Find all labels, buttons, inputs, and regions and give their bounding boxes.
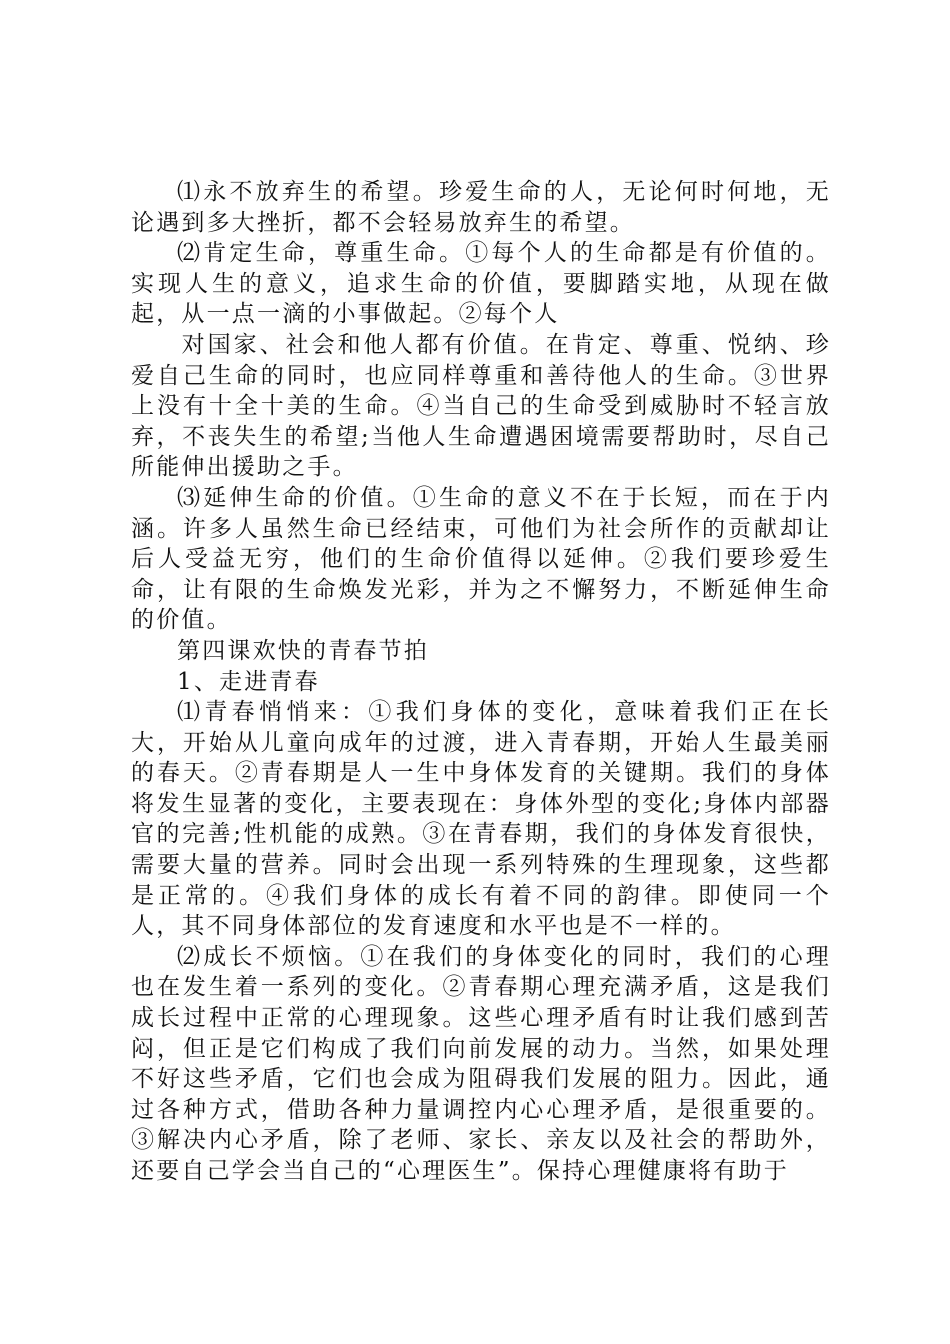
paragraph-youth-arrives: ⑴青春悄悄来：①我们身体的变化，意味着我们正在长大，开始从儿童向成年的过渡，进入青春期，开始人生最美丽的春天。②青春期是人一生中身体发育的关键期。我们的身体将发生显著的变化，主要表现在：身体外型的变化;身体内部器官的完善;性机能的成熟。③在青春期，我们的身体发育很快，需要大量的营养。同时会出现一系列特殊的生理现象，这些都是正常的。④我们身体的成长有着不同的韵律。即使同一个人，其不同身体部位的发育速度和水平也是不一样的。 <box>131 699 831 940</box>
paragraph-extend-life-value: ⑶延伸生命的价值。①生命的意义不在于长短，而在于内涵。许多人虽然生命已经结束，可他们为社会所作的贡献却让后人受益无穷，他们的生命价值得以延伸。②我们要珍爱生命，让有限的生命焕发光彩，并为之不懈努力，不断延伸生命的价值。 <box>131 484 831 634</box>
document-body <box>131 177 831 1187</box>
lesson-heading: 第四课欢快的青春节拍 <box>177 637 429 664</box>
paragraph-growth-without-worry: ⑵成长不烦恼。①在我们的身体变化的同时，我们的心理也在发生着一系列的变化。②青春期心理充满矛盾，这是我们成长过程中正常的心理现象。这些心理矛盾有时让我们感到苦闷，但正是它们构成了我们向前发展的动力。当然，如果处理不好这些矛盾，它们也会成为阻碍我们发展的阻力。因此，通过各种方式，借助各种力量调控内心心理矛盾，是很重要的。③解决内心矛盾，除了老师、家长、亲友以及社会的帮助外，还要自己学会当自己的“心理医生”。保持心理健康将有助于 <box>131 943 831 1184</box>
paragraph-value-to-others: 对国家、社会和他人都有价值。在肯定、尊重、悦纳、珍爱自己生命的同时，也应同样尊重和善待他人的生命。③世界上没有十全十美的生命。④当自己的生命受到威胁时不轻言放弃，不丧失生的希望;当他人生命遭遇困境需要帮助时，尽自己所能伸出援助之手。 <box>131 331 831 481</box>
section-heading: 1、走进青春 <box>177 668 320 695</box>
paragraph-respect-life: ⑵肯定生命，尊重生命。①每个人的生命都是有价值的。实现人生的意义，追求生命的价值，要脚踏实地，从现在做起，从一点一滴的小事做起。②每个人 <box>131 240 831 328</box>
paragraph-never-give-up: ⑴永不放弃生的希望。珍爱生命的人，无论何时何地，无论遇到多大挫折，都不会轻易放弃生的希望。 <box>131 179 831 236</box>
